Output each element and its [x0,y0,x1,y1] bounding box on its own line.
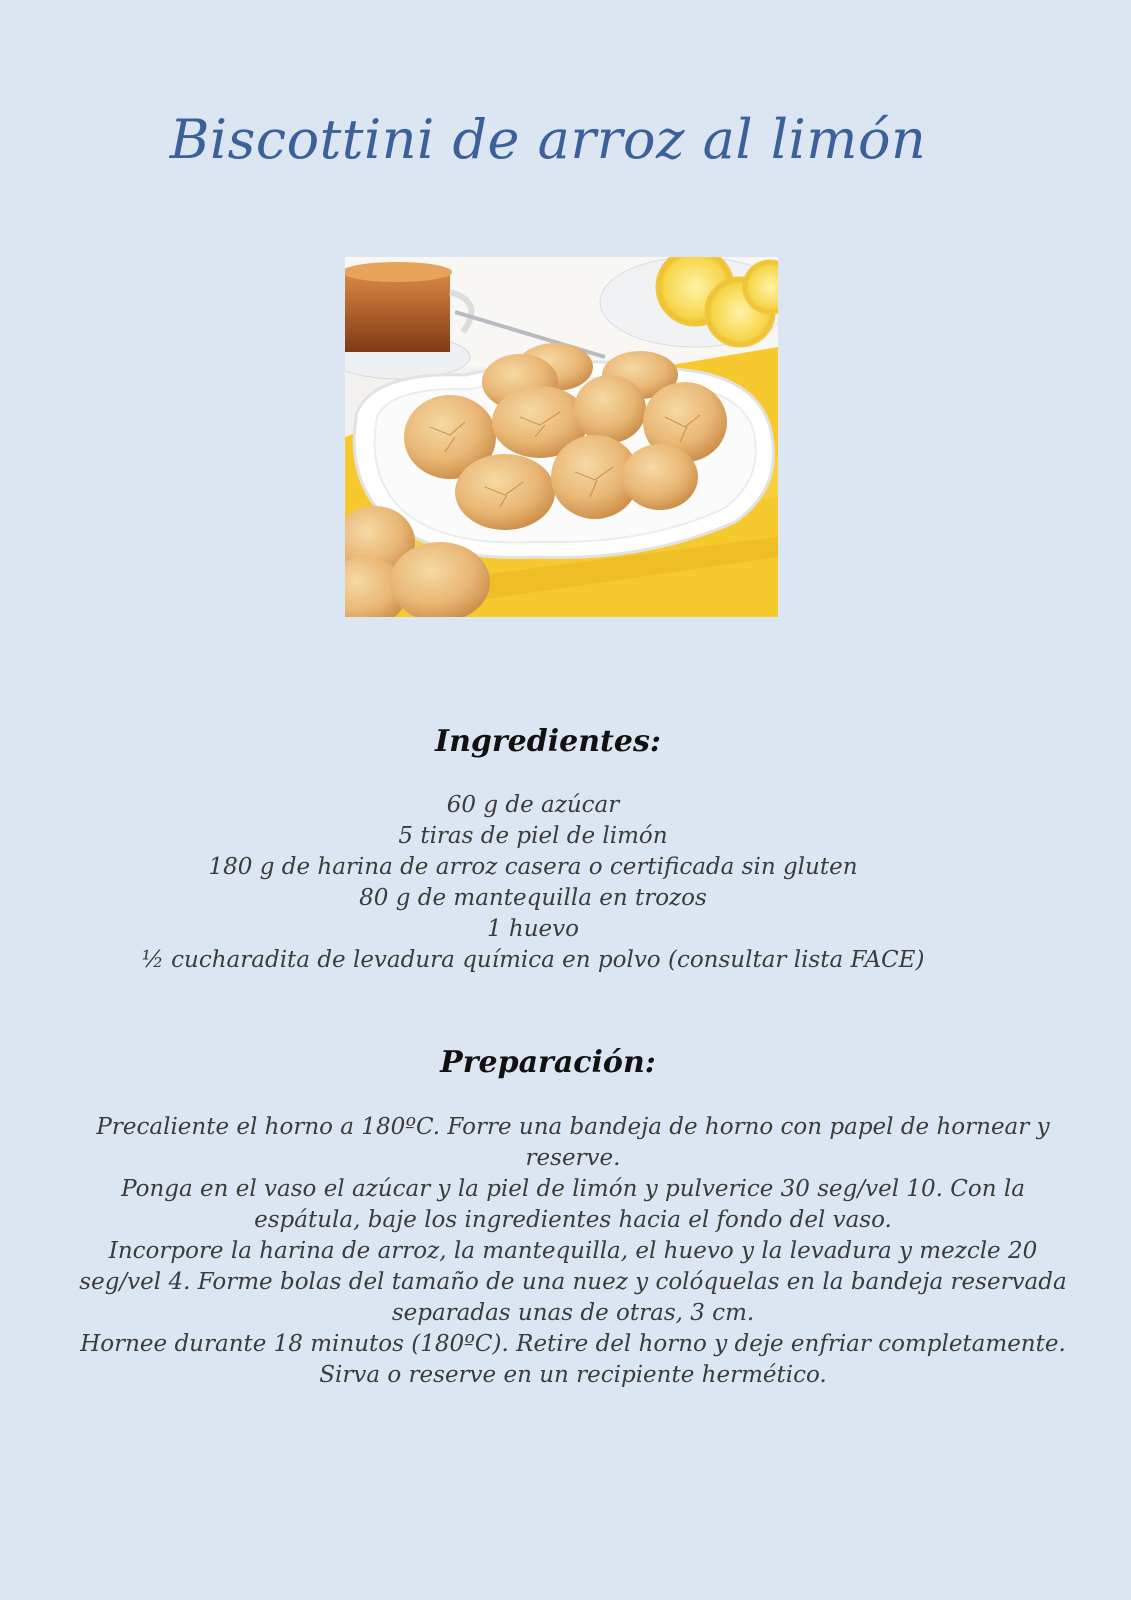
preparation-step: Precaliente el horno a 180ºC. Forre una bandeja de horno con papel de hornear y reserve. [96,1114,1050,1171]
recipe-title: Biscottini de arroz al limón [169,108,927,171]
ingredients-heading: Ingredientes: [435,724,661,759]
preparation-step: Incorpore la harina de arroz, la mantequilla, el huevo y la levadura y mezcle 20 seg/vel 4. Forme bolas del tamaño de una nuez y colóquelas en la bandeja reservada separadas unas de otras, 3 cm. [79,1238,1067,1326]
ingredient-item: 5 tiras de piel de limón [398,823,668,849]
ingredient-item: 1 huevo [486,916,580,942]
preparation-step: Hornee durante 18 minutos (180ºC). Retire del horno y deje enfriar completamente. Sirva o reserve en un recipiente hermético. [80,1331,1066,1388]
preparation-steps [75,1112,1071,1391]
ingredient-list [0,790,1066,976]
ingredient-item: ½ cucharadita de levadura química en polvo (consultar lista FACE) [141,947,925,973]
preparation-heading: Preparación: [440,1045,656,1080]
ingredient-item: 80 g de mantequilla en trozos [359,885,707,911]
preparation-step: Ponga en el vaso el azúcar y la piel de limón y pulverice 30 seg/vel 10. Con la espátula, baje los ingredientes hacia el fondo del vaso. [121,1176,1025,1233]
ingredient-item: 60 g de azúcar [446,792,620,818]
cookies-photo [345,257,778,617]
ingredient-item: 180 g de harina de arroz casera o certificada sin gluten [208,854,858,880]
